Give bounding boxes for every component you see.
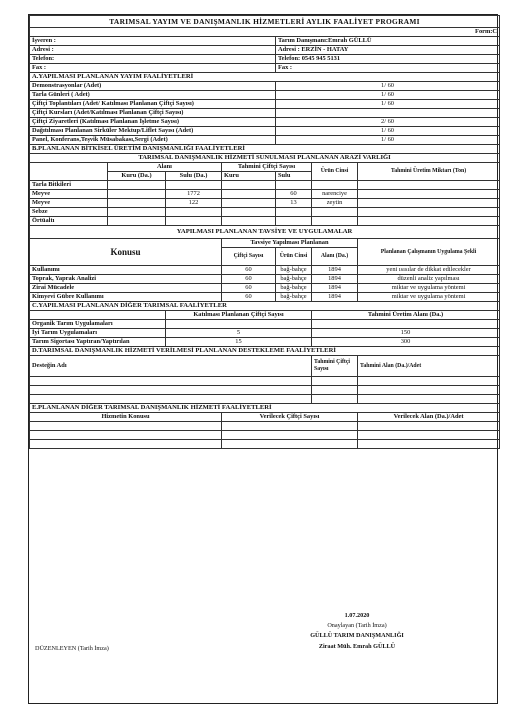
- cell: [222, 190, 276, 199]
- prepared-by-label: DÜZENLEYEN (Tarih İmza): [35, 645, 109, 652]
- cell: 122: [166, 199, 222, 208]
- table-row-label: İyi Tarım Uygulamaları: [30, 329, 166, 338]
- fax-left: Fax :: [30, 64, 276, 73]
- header-irrigated: Sulu (Da.): [166, 172, 222, 181]
- header-product: Ürün Cinsi: [312, 163, 358, 181]
- row-label: Çiftçi Kursları (Adet/Katılması Planlanan Çiftçi Sayısı): [30, 109, 276, 118]
- cell: bağ-bahçe: [276, 275, 312, 284]
- cell: 60: [222, 284, 276, 293]
- cell: [358, 199, 500, 208]
- header-area-est: Tahmini Alan (Da.)/Adet: [358, 356, 500, 377]
- cell: 5: [166, 329, 312, 338]
- header-area: Alanı: [108, 163, 222, 172]
- cell: [166, 208, 222, 217]
- table-row-label: Kullanımı: [30, 266, 222, 275]
- cell: [166, 320, 312, 329]
- cell: [222, 181, 276, 190]
- cell: 1894: [312, 266, 358, 275]
- cell: [166, 217, 222, 226]
- cell: bağ-bahçe: [276, 284, 312, 293]
- row-value: 1/ 60: [276, 136, 500, 145]
- section-d-title: D.TARIMSAL DANIŞMANLIK HİZMETİ VERİLMESİ PLANLANAN DESTEKLEME FAALİYETLERİ: [30, 347, 500, 356]
- cell: 60: [222, 266, 276, 275]
- table-row-label: Toprak, Yaprak Analizi: [30, 275, 222, 284]
- company-name: GÜLLÜ TARIM DANIŞMANLIĞI: [310, 632, 404, 639]
- section-b-subtitle: TARIMSAL DANIŞMANLIK HİZMETİ SUNULMASI PLANLANAN ARAZİ VARLIĞI: [30, 154, 500, 163]
- consultant-name: Tarım Danışmanı:Emrah GÜLLÜ: [276, 37, 500, 46]
- cell: 60: [222, 293, 276, 302]
- header-dry-2: Kuru: [222, 172, 276, 181]
- cell: miktar ve uygulama yöntemi: [358, 284, 500, 293]
- row-value: [276, 109, 500, 118]
- header-service-farmers: Verilecek Çiftçi Sayısı: [222, 413, 358, 422]
- row-value: 2/ 60: [276, 118, 500, 127]
- header-farmer-est: Tahmini Çiftçi Sayısı: [312, 356, 358, 377]
- row-label: Panel, Konferans,Teşvik Müsabakası,Sergi (Adet): [30, 136, 276, 145]
- row-label: Dağıtılması Planlanan Sirküler Mektup/Liflet Sayısı (Adet): [30, 127, 276, 136]
- cell: [108, 217, 166, 226]
- table-row-label: Organik Tarım Uygulamaları: [30, 320, 166, 329]
- cell: [312, 320, 500, 329]
- cell: [358, 181, 500, 190]
- header-recommend: Tavsiye Yapılması Planlanan: [222, 239, 358, 248]
- table-row-label: Meyve: [30, 199, 108, 208]
- cell: [108, 190, 166, 199]
- table-row-label: Kimyevi Gübre Kullanımı: [30, 293, 222, 302]
- cell: 300: [312, 338, 500, 347]
- header-subject: Konusu: [30, 239, 222, 266]
- cell: bağ-bahçe: [276, 293, 312, 302]
- engineer-name: Ziraat Müh. Emrah GÜLLÜ: [318, 643, 396, 650]
- approved-by-label: Onaylayan (Tarih İmza): [327, 622, 387, 629]
- row-value: 1/ 60: [276, 91, 500, 100]
- section-c-title: C.YAPILMASI PLANLANAN DİĞER TARIMSAL FAALİYETLER: [30, 302, 500, 311]
- recommendations-title: YAPILMASI PLANLANAN TAVSİYE VE UYGULAMALAR: [30, 226, 500, 239]
- table-row-label: Tarım Sigortası Yaptıran/Yaptırılan: [30, 338, 166, 347]
- cell: 1772: [166, 190, 222, 199]
- table-row-label: Sebze: [30, 208, 108, 217]
- cell: [222, 208, 276, 217]
- form-title: TARIMSAL YAYIM VE DANIŞMANLIK HİZMETLERİ AYLIK FAALİYET PROGRAMI: [30, 16, 500, 28]
- cell: [276, 217, 312, 226]
- header-dry: Kuru (Da.): [108, 172, 166, 181]
- fax-right: Fax :: [276, 64, 500, 73]
- table-row-label: Meyve: [30, 190, 108, 199]
- row-value: 1/ 60: [276, 100, 500, 109]
- header-participants: Katılması Planlanan Çiftçi Sayısı: [166, 311, 312, 320]
- cell: [312, 217, 358, 226]
- cell: 1894: [312, 293, 358, 302]
- cell: [108, 199, 166, 208]
- header-irrigated-2: Sulu: [276, 172, 312, 181]
- cell: [108, 181, 166, 190]
- header-production: Tahmini Üretim Miktarı (Ton): [358, 163, 500, 181]
- cell: 1894: [312, 284, 358, 293]
- header-product: Ürün Cinsi: [276, 248, 312, 266]
- section-a-title: A.YAPILMASI PLANLANAN YAYIM FAALİYETLERİ: [30, 73, 500, 82]
- row-value: 1/ 60: [276, 127, 500, 136]
- header-area: Alanı (Da.): [312, 248, 358, 266]
- section-e-title: E.PLANLANAN DİĞER TARIMSAL DANIŞMANLIK HİZMETİ FAALİYETLERİ: [30, 404, 500, 413]
- cell: [358, 217, 500, 226]
- cell: [108, 208, 166, 217]
- header-farmers: Çiftçi Sayısı: [222, 248, 276, 266]
- cell: [312, 208, 358, 217]
- cell: [312, 181, 358, 190]
- row-label: Demonstrasyonlar (Adet): [30, 82, 276, 91]
- cell: düzenli analiz yapılması: [358, 275, 500, 284]
- cell: [276, 208, 312, 217]
- row-label: Çiftçi Toplantıları (Adet/ Katılması Planlanan Çiftçi Sayısı): [30, 100, 276, 109]
- cell: 60: [276, 190, 312, 199]
- table-row-label: Örtüaltı: [30, 217, 108, 226]
- table-row-label: Tarla Bitkileri: [30, 181, 108, 190]
- cell: 60: [222, 275, 276, 284]
- cell: bağ-bahçe: [276, 266, 312, 275]
- employer-label: İşveren :: [30, 37, 276, 46]
- row-label: Çiftçi Ziyaretleri (Katılması Planlanan İşletme Sayısı): [30, 118, 276, 127]
- header-service-area: Verilecek Alan (Da.)/Adet: [358, 413, 500, 422]
- header-support-name: Desteğin Adı: [30, 356, 312, 377]
- form-page: [28, 14, 498, 704]
- header-production-area: Tahmini Üretim Alanı (Da.): [312, 311, 500, 320]
- cell: [276, 181, 312, 190]
- cell: [166, 181, 222, 190]
- cell: [222, 217, 276, 226]
- address-left: Adresi :: [30, 46, 276, 55]
- cell: 15: [166, 338, 312, 347]
- address-right: Adresi : ERZİN - HATAY: [276, 46, 500, 55]
- row-value: 1/ 60: [276, 82, 500, 91]
- row-label: Tarla Günleri ( Adet): [30, 91, 276, 100]
- header-farmer-count: Tahmini Çiftçi Sayısı: [222, 163, 312, 172]
- cell: miktar ve uygulama yöntemi: [358, 293, 500, 302]
- form-table: [29, 15, 500, 449]
- cell: [222, 199, 276, 208]
- phone-right: Telefon: 0545 945 5131: [276, 55, 500, 64]
- form-code: Form:C: [30, 28, 500, 37]
- cell: yeni ısısılar de dikkat edilecekler: [358, 266, 500, 275]
- cell: [358, 190, 500, 199]
- section-b-title: B.PLANLANAN BİTKİSEL ÜRETİM DANIŞMANLIĞI FAALİYETLERİ: [30, 145, 500, 154]
- cell: 150: [312, 329, 500, 338]
- cell: [358, 208, 500, 217]
- cell: zeytin: [312, 199, 358, 208]
- cell: 13: [276, 199, 312, 208]
- header-service-subject: Hizmetin Konusu: [30, 413, 222, 422]
- approval-date: 1.07.2020: [344, 612, 370, 619]
- cell: 1894: [312, 275, 358, 284]
- header-method: Planlanan Çalışmanın Uygulama Şekli: [358, 239, 500, 266]
- cell: narenciye: [312, 190, 358, 199]
- phone-left: Telefon:: [30, 55, 276, 64]
- table-row-label: Zirai Mücadele: [30, 284, 222, 293]
